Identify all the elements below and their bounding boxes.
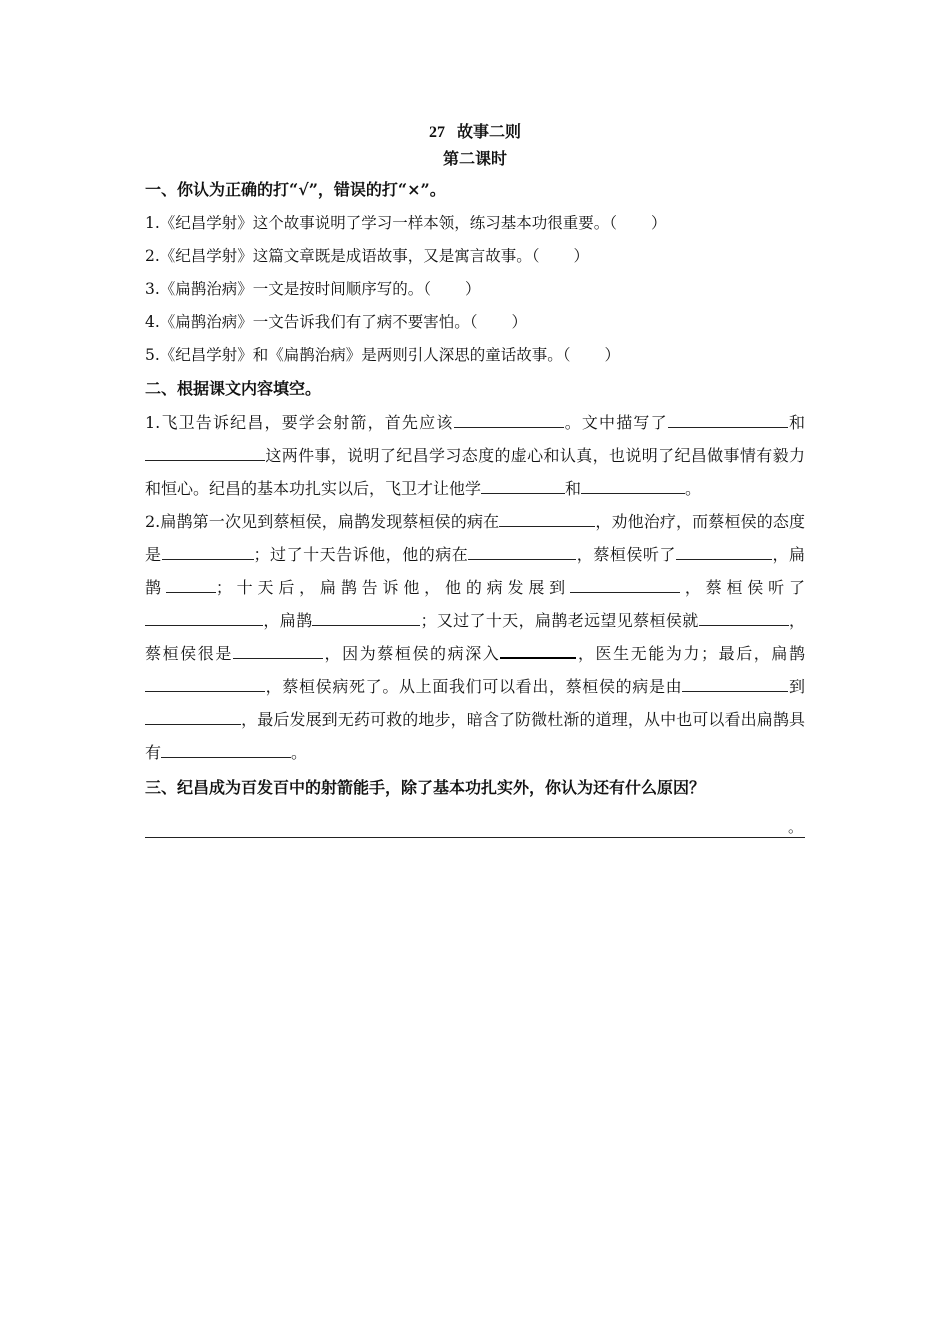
fill-blank[interactable]	[161, 740, 291, 758]
judgement-item: 3.《扁鹊治病》一文是按时间顺序写的。（ ）	[145, 280, 481, 298]
page-title	[145, 120, 805, 145]
section-2-heading: 二、根据课文内容填空。	[145, 379, 322, 398]
fill-blank[interactable]	[581, 476, 685, 494]
fill-blank[interactable]	[682, 674, 788, 692]
section-1-heading: 一、你认为正确的打“√”，错误的打“×”。	[145, 180, 446, 199]
fill-blank[interactable]	[499, 509, 595, 527]
fill-blank[interactable]	[145, 443, 265, 461]
judgement-item: 2.《纪昌学射》这篇文章既是成语故事，又是寓言故事。（ ）	[145, 247, 590, 265]
fill-blank[interactable]	[162, 542, 254, 560]
fill-in-paragraph-2: 2.扁鹊第一次见到蔡桓侯，扁鹊发现蔡桓侯的病在 ，劝他治疗，而蔡桓侯的态度是 ；过了十天告诉他，他的病在 ，蔡桓侯听了 ，扁鹊 ；十天后，扁鹊告诉他，他的病发展到 ，蔡桓侯听了，扁鹊 ；又过了十天，扁鹊老远望见蔡桓侯就 ，蔡桓侯很是 ，因为蔡桓侯的病深入 ，医生无能为力；最后，扁鹊，蔡桓侯病死了。从上面我们可以看出，蔡桓侯的病是由 到，最后发展到无药可救的地步，暗含了防微杜渐的道理，从中也可以看出扁鹊具有 。	[145, 505, 805, 769]
lesson-title: 故事二则	[456, 122, 521, 141]
fill-blank[interactable]	[468, 542, 576, 560]
fill-blank[interactable]	[454, 410, 564, 428]
fill-blank[interactable]	[166, 575, 216, 593]
page-subtitle: 第二课时	[442, 149, 507, 168]
answer-line-end: 。	[787, 818, 803, 836]
fill-blank[interactable]	[699, 608, 789, 626]
fill-blank[interactable]	[570, 575, 680, 593]
lesson-number: 27	[428, 124, 445, 141]
fill-blank[interactable]	[481, 476, 565, 494]
fill-blank[interactable]	[500, 640, 576, 659]
fill-blank[interactable]	[676, 542, 772, 560]
fill-blank[interactable]	[145, 608, 263, 626]
fill-blank[interactable]	[233, 641, 323, 659]
judgement-item: 1.《纪昌学射》这个故事说明了学习一样本领，练习基本功很重要。（ ）	[145, 214, 667, 232]
fill-blank[interactable]	[312, 608, 420, 626]
fill-blank[interactable]	[145, 707, 241, 725]
section-3-heading: 三、纪昌成为百发百中的射箭能手，除了基本功扎实外，你认为还有什么原因？	[145, 778, 706, 797]
answer-line[interactable]	[145, 811, 805, 838]
judgement-item: 5.《纪昌学射》和《扁鹊治病》是两则引人深思的童话故事。（ ）	[145, 346, 621, 364]
worksheet	[145, 120, 805, 838]
fill-in-paragraph-1: 1.飞卫告诉纪昌，要学会射箭，首先应该 。文中描写了 和这两件事，说明了纪昌学习态度的虚心和认真，也说明了纪昌做事情有毅力和恒心。纪昌的基本功扎实以后，飞卫才让他学 和 。	[145, 406, 805, 505]
fill-blank[interactable]	[668, 410, 788, 428]
fill-blank[interactable]	[145, 674, 265, 692]
judgement-item: 4.《扁鹊治病》一文告诉我们有了病不要害怕。（ ）	[145, 313, 528, 331]
